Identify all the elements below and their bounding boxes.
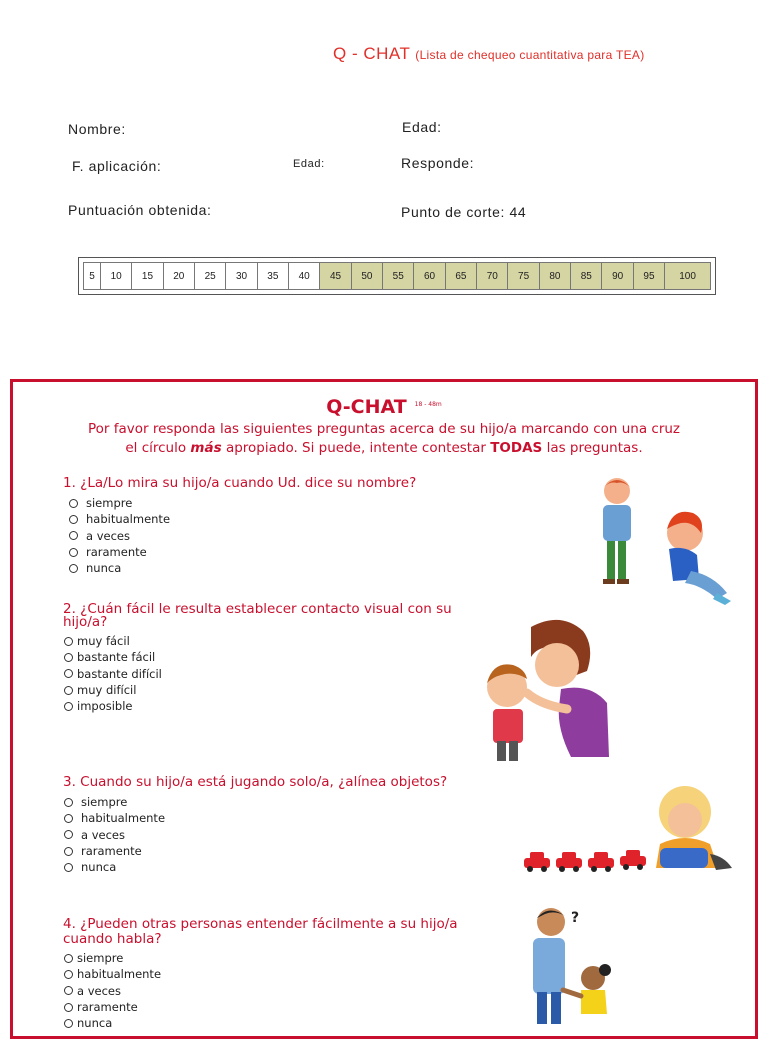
radio-circle-icon[interactable] <box>64 847 73 856</box>
score-scale-table <box>83 262 711 290</box>
instructions-line-1: Por favor responda las siguientes preguntas acerca de su hijo/a marcando con una cruz <box>87 421 681 437</box>
option[interactable] <box>69 560 483 576</box>
scale-cell-95: 95 <box>633 263 664 290</box>
option-label: muy difícil <box>77 682 137 697</box>
score-label: Puntuación obtenida: <box>68 202 212 218</box>
intro-part: las preguntas. <box>546 440 643 456</box>
options-list <box>64 794 503 875</box>
scale-cell-100: 100 <box>665 263 711 290</box>
name-label: Nombre: <box>68 121 126 137</box>
adult-child-talking-illustration-icon <box>501 904 631 1024</box>
mother-child-illustration-icon <box>471 617 621 767</box>
option-label: imposible <box>77 699 133 714</box>
option[interactable] <box>69 528 483 544</box>
scale-cell-75: 75 <box>508 263 539 290</box>
radio-circle-icon[interactable] <box>64 702 73 711</box>
option[interactable] <box>64 794 503 810</box>
option[interactable] <box>64 698 483 714</box>
card-title-text: Q-CHAT <box>326 396 407 418</box>
questionnaire-card <box>10 379 758 1039</box>
option[interactable] <box>64 966 503 982</box>
option-label: siempre <box>81 795 128 809</box>
instructions-line-2 <box>13 439 755 458</box>
respondent-label: Responde: <box>401 155 475 171</box>
scale-cell-80: 80 <box>539 263 570 290</box>
option[interactable] <box>64 827 503 843</box>
option[interactable] <box>69 511 483 527</box>
radio-circle-icon[interactable] <box>64 863 73 872</box>
option[interactable] <box>64 859 503 875</box>
option-label: siempre <box>86 496 133 510</box>
option-label: a veces <box>77 983 121 998</box>
document-title <box>333 44 645 64</box>
option-label: muy fácil <box>77 634 130 648</box>
radio-circle-icon[interactable] <box>64 970 73 979</box>
scale-cell-50: 50 <box>351 263 382 290</box>
scale-cell-20: 20 <box>163 263 194 290</box>
question-text: 2. ¿Cuán fácil le resulta establecer contacto visual con su hijo/a? <box>63 601 452 630</box>
age-label: Edad: <box>402 119 442 135</box>
question-text: 1. ¿La/Lo mira su hijo/a cuando Ud. dice su nombre? <box>63 475 417 491</box>
radio-circle-icon[interactable] <box>69 531 78 540</box>
intro-part: el círculo <box>125 440 187 456</box>
option[interactable] <box>64 810 503 826</box>
scale-cell-35: 35 <box>257 263 288 290</box>
radio-circle-icon[interactable] <box>64 686 73 695</box>
option-label: nunca <box>77 1016 113 1031</box>
options-list <box>64 633 483 714</box>
option-label: a veces <box>81 827 125 842</box>
radio-circle-icon[interactable] <box>69 548 78 557</box>
radio-circle-icon[interactable] <box>64 1003 73 1012</box>
option[interactable] <box>64 682 483 698</box>
age-small-label: Edad: <box>293 158 325 170</box>
scale-cell-5: 5 <box>84 263 101 290</box>
option-label: a veces <box>86 528 130 543</box>
children-illustration-icon <box>593 475 738 610</box>
option[interactable] <box>64 666 483 682</box>
option[interactable] <box>64 633 483 649</box>
scale-cell-25: 25 <box>194 263 225 290</box>
radio-circle-icon[interactable] <box>64 1019 73 1028</box>
radio-circle-icon[interactable] <box>64 798 73 807</box>
scale-cell-30: 30 <box>226 263 257 290</box>
cutoff-label: Punto de corte: 44 <box>401 204 527 220</box>
option-label: raramente <box>86 544 147 559</box>
question-text: 3. Cuando su hijo/a está jugando solo/a, ¿alínea objetos? <box>63 774 448 790</box>
option-label: habitualmente <box>86 512 171 527</box>
application-date-label: F. aplicación: <box>72 158 162 174</box>
option[interactable] <box>64 649 483 665</box>
option[interactable] <box>64 1015 503 1031</box>
option[interactable] <box>69 495 483 511</box>
option[interactable] <box>69 544 483 560</box>
instructions <box>13 420 755 458</box>
scale-cell-55: 55 <box>383 263 414 290</box>
question-text: 4. ¿Pueden otras personas entender fácilmente a su hijo/a cuando habla? <box>63 916 458 947</box>
intro-part: apropiado. Si puede, intente contestar <box>225 440 486 456</box>
option-label: bastante fácil <box>77 650 156 665</box>
radio-circle-icon[interactable] <box>64 986 73 995</box>
scale-cell-85: 85 <box>571 263 602 290</box>
option-label: habitualmente <box>81 811 166 826</box>
option-label: siempre <box>77 951 124 965</box>
option-label: nunca <box>86 561 122 576</box>
option[interactable] <box>64 950 503 966</box>
option[interactable] <box>64 999 503 1015</box>
intro-emphasis-todas: TODAS <box>490 440 543 456</box>
scale-cell-45: 45 <box>320 263 351 290</box>
options-list <box>64 950 503 1031</box>
scale-cell-15: 15 <box>132 263 163 290</box>
option[interactable] <box>64 983 503 999</box>
card-title <box>13 396 755 418</box>
title-text: Q - CHAT <box>333 44 411 63</box>
radio-circle-icon[interactable] <box>69 564 78 573</box>
scale-cell-40: 40 <box>289 263 320 290</box>
title-subtitle: (Lista de chequeo cuantitativa para TEA) <box>415 48 645 62</box>
score-scale <box>78 257 716 295</box>
question-2 <box>63 603 483 714</box>
option-label: bastante difícil <box>77 666 162 681</box>
radio-circle-icon[interactable] <box>69 499 78 508</box>
scale-cell-10: 10 <box>100 263 131 290</box>
scale-cell-65: 65 <box>445 263 476 290</box>
scale-cell-60: 60 <box>414 263 445 290</box>
option-label: nunca <box>81 860 117 875</box>
svg-text:?: ? <box>571 910 580 926</box>
age-range: 18 - 48m <box>414 400 442 408</box>
question-3 <box>63 776 503 875</box>
radio-circle-icon[interactable] <box>64 954 73 963</box>
radio-circle-icon[interactable] <box>64 814 73 823</box>
radio-circle-icon[interactable] <box>64 669 73 678</box>
scale-cell-90: 90 <box>602 263 633 290</box>
child-lining-cars-illustration-icon <box>510 784 740 879</box>
option[interactable] <box>64 843 503 859</box>
option-label: raramente <box>77 999 138 1014</box>
option-label: habitualmente <box>77 967 162 982</box>
option-label: raramente <box>81 843 142 858</box>
question-1 <box>63 477 483 576</box>
intro-emphasis-mas: más <box>190 440 222 456</box>
radio-circle-icon[interactable] <box>64 830 73 839</box>
radio-circle-icon[interactable] <box>69 515 78 524</box>
question-4 <box>63 917 503 1031</box>
scale-cell-70: 70 <box>477 263 508 290</box>
radio-circle-icon[interactable] <box>64 637 73 646</box>
options-list <box>69 495 483 576</box>
radio-circle-icon[interactable] <box>64 653 73 662</box>
